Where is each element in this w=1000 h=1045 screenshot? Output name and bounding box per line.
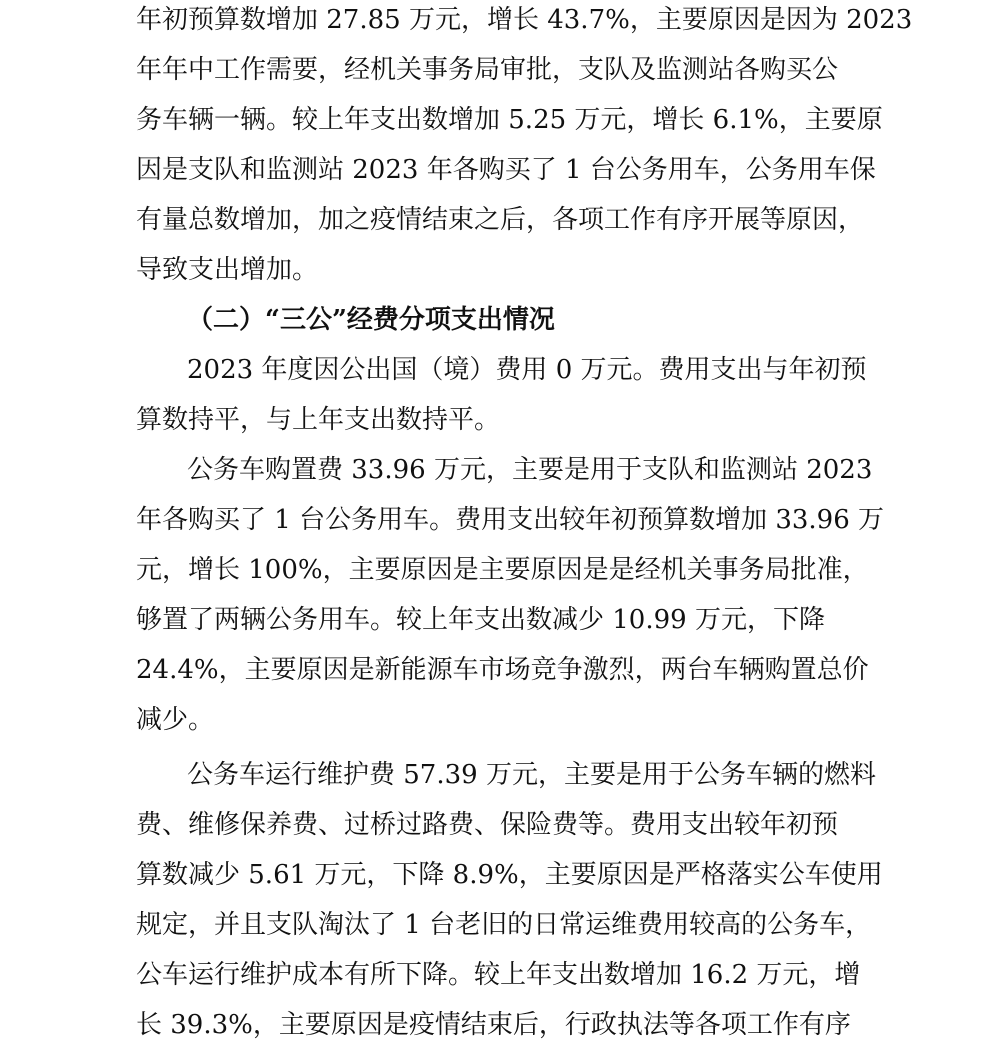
paragraph-line: 长 39.3%，主要原因是疫情结束后，行政执法等各项工作有序 [136, 1010, 851, 1040]
paragraph-line: 够置了两辆公务用车。较上年支出数减少 10.99 万元，下降 [136, 605, 825, 635]
paragraph-first-line: 2023 年度因公出国（境）费用 0 万元。费用支出与年初预 [187, 355, 867, 385]
paragraph-line: 年各购买了 1 台公务用车。费用支出较年初预算数增加 33.96 万 [136, 505, 885, 535]
paragraph-first-line: 公务车运行维护费 57.39 万元，主要是用于公务车辆的燃料 [187, 760, 876, 790]
paragraph-first-line: 公务车购置费 33.96 万元，主要是用于支队和监测站 2023 [187, 455, 873, 485]
paragraph-line: 费、维修保养费、过桥过路费、保险费等。费用支出较年初预 [136, 810, 839, 840]
paragraph-line: 规定，并且支队淘汰了 1 台老旧的日常运维费用较高的公务车， [136, 910, 872, 940]
paragraph-line: 因是支队和监测站 2023 年各购买了 1 台公务用车，公务用车保 [136, 155, 876, 185]
paragraph-line: 导致支出增加。 [136, 255, 319, 285]
paragraph-line: 算数减少 5.61 万元，下降 8.9%，主要原因是严格落实公车使用 [136, 860, 883, 890]
paragraph-line: 算数持平，与上年支出数持平。 [136, 405, 501, 435]
paragraph-line: 年初预算数增加 27.85 万元，增长 43.7%，主要原因是因为 2023 [136, 5, 913, 35]
section-heading: （二）“三公”经费分项支出情况 [187, 305, 555, 335]
paragraph-line: 务车辆一辆。较上年支出数增加 5.25 万元，增长 6.1%，主要原 [136, 105, 883, 135]
paragraph-line: 元，增长 100%，主要原因是主要原因是是经机关事务局批准， [136, 555, 869, 585]
paragraph-line: 有量总数增加，加之疫情结束之后，各项工作有序开展等原因， [136, 205, 865, 235]
paragraph-line: 24.4%，主要原因是新能源车市场竞争激烈，两台车辆购置总价 [136, 655, 869, 685]
paragraph-line: 减少。 [136, 705, 215, 735]
paragraph-line: 年年中工作需要，经机关事务局审批，支队及监测站各购买公 [136, 55, 839, 85]
paragraph-line: 公车运行维护成本有所下降。较上年支出数增加 16.2 万元，增 [136, 960, 861, 990]
